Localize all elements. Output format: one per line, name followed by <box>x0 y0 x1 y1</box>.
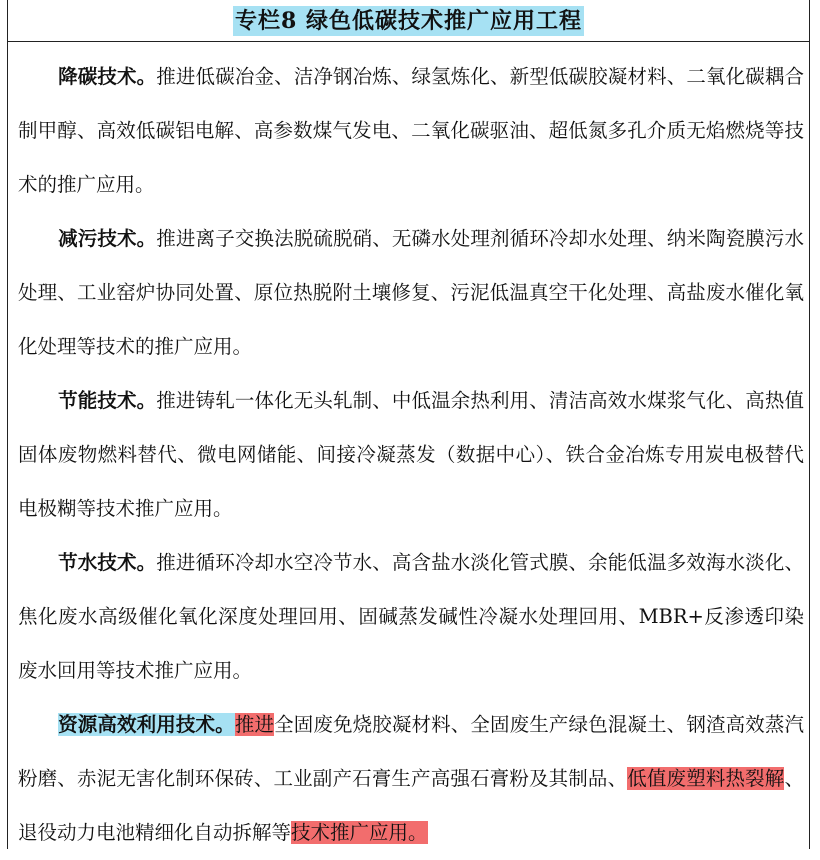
section-resource-efficiency <box>18 698 804 860</box>
section-body: 推进离子交换法脱硫脱硝、无磷水处理剂循环冷却水处理、纳米陶瓷膜污水处理、工业窑炉协同处置、原位热脱附土壤修复、污泥低温真空干化处理、高盐废水催化氧化处理等技术的推广应用。 <box>18 227 804 358</box>
section-body: 推进循环冷却水空冷节水、高含盐水淡化管式膜、余能低温多效海水淡化、焦化废水高级催化氧化深度处理回用、固碱蒸发碱性冷凝水处理回用、MBR+反渗透印染废水回用等技术推广应用。 <box>18 551 804 682</box>
highlight-red: 技术推广应用。 <box>291 821 428 844</box>
highlight-red: 低值废塑料热裂解 <box>627 767 785 790</box>
title-row <box>7 0 810 42</box>
highlight-red: 推进 <box>234 713 275 736</box>
section-lead: 资源高效利用技术。 <box>58 713 235 736</box>
section-pollution-reduction <box>18 212 804 374</box>
page-title: 专栏8 绿色低碳技术推广应用工程 <box>235 7 582 34</box>
section-energy-saving <box>18 374 804 536</box>
section-carbon-reduction <box>18 50 804 212</box>
section-lead: 减污技术。 <box>58 227 157 250</box>
section-body: 推进低碳冶金、洁净钢冶炼、绿氢炼化、新型低碳胶凝材料、二氧化碳耦合制甲醇、高效低碳铝电解、高参数煤气发电、二氧化碳驱油、超低氮多孔介质无焰燃烧等技术的推广应用。 <box>18 65 804 196</box>
section-lead: 降碳技术。 <box>58 65 157 88</box>
section-water-saving <box>18 536 804 698</box>
section-body: 全固废免烧胶凝材料、全固废生产绿色混凝土、钢渣高效蒸汽粉磨、赤泥无害化制环保砖、工业副产石膏生产高强石膏粉及其制品、 <box>18 713 804 790</box>
content-area <box>18 50 804 860</box>
section-body: 、退役动力电池精细化自动拆解等 <box>18 767 804 844</box>
section-body: 推进铸轧一体化无头轧制、中低温余热利用、清洁高效水煤浆气化、高热值固体废物燃料替代、微电网储能、间接冷凝蒸发（数据中心）、铁合金冶炼专用炭电极替代电极糊等技术推广应用。 <box>18 389 804 520</box>
section-lead: 节能技术。 <box>58 389 157 412</box>
section-lead: 节水技术。 <box>58 551 157 574</box>
